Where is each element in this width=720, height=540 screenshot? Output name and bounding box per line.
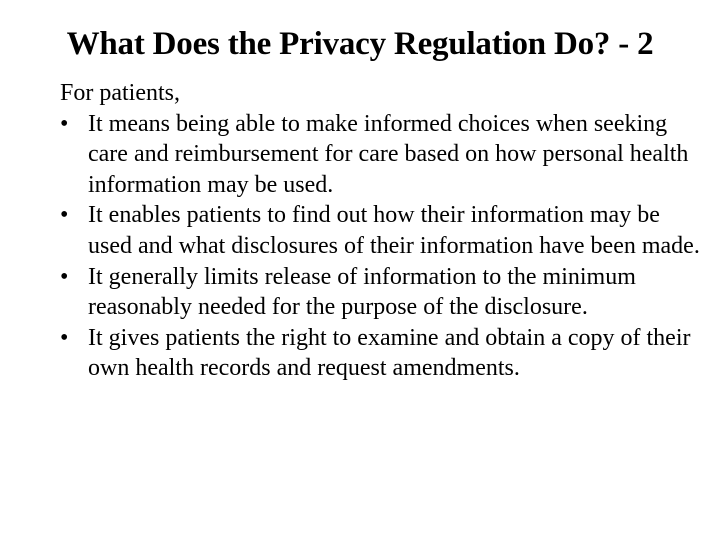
bullet-icon: •	[60, 202, 69, 229]
bullet-item	[60, 262, 700, 323]
bullet-text: It gives patients the right to examine and obtain a copy of their own health records and request amendments.	[88, 324, 691, 382]
bullet-text: It enables patients to find out how their information may be used and what disclosures of their information have been made.	[88, 202, 700, 259]
intro-text: For patients,	[60, 80, 180, 106]
slide-body	[60, 78, 700, 384]
bullet-icon: •	[60, 110, 69, 137]
bullet-icon: •	[60, 263, 69, 290]
bullet-item	[60, 109, 700, 201]
bullet-text: It generally limits release of information to the minimum reasonably needed for the purpose of the disclosure.	[88, 263, 636, 321]
bullet-item	[60, 200, 700, 261]
bullet-icon: •	[60, 324, 69, 351]
slide-title: What Does the Privacy Regulation Do? - 2	[66, 26, 654, 62]
bullet-item	[60, 323, 700, 384]
bullet-text: It means being able to make informed choices when seeking care and reimbursement for care based on how personal health information may be used.	[88, 110, 689, 198]
bullet-list	[60, 109, 700, 384]
